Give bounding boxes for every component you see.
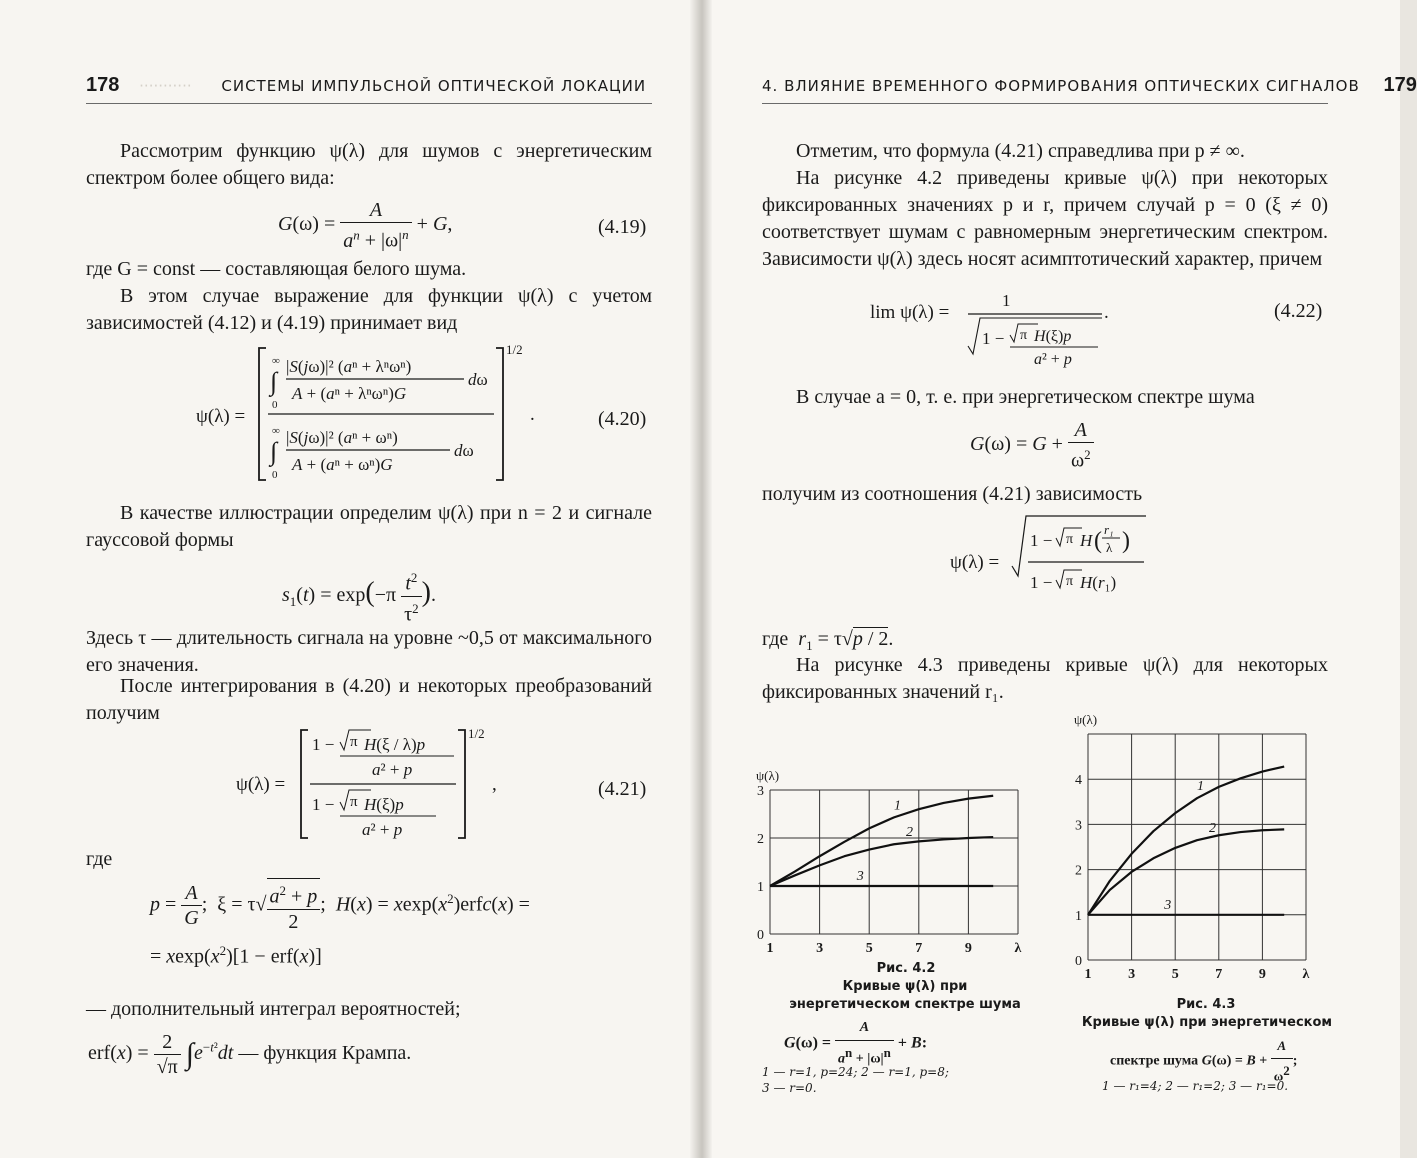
fig43-series-1-line <box>1088 767 1284 915</box>
r1-definition: r <box>793 628 807 650</box>
svg-text:1 −: 1 − <box>312 735 335 754</box>
left-paragraph-7: где <box>86 848 113 870</box>
svg-text:): ) <box>1122 528 1130 554</box>
left-running-head: 178 ··········· СИСТЕМЫ ИМПУЛЬСНОЙ ОПТИЧЕСКОЙ ЛОКАЦИИ <box>86 74 647 96</box>
left-header-rule <box>86 103 652 104</box>
fig42-y-tick-label: 1 <box>757 880 764 895</box>
right-paragraph-4: получим из соотношения (4.21) зависимость <box>762 483 1143 505</box>
right-running-head <box>762 74 1417 97</box>
krump-text: — функция Крампа. <box>238 1042 412 1065</box>
fig43-x-tick-label: 1 <box>1084 967 1092 982</box>
fig42-y-tick-label: 3 <box>757 784 764 799</box>
svg-text:A + (aⁿ + ωⁿ)G: A + (aⁿ + ωⁿ)G <box>292 455 393 474</box>
figure-4-3-title: Рис. 4.3 <box>1176 997 1236 1012</box>
svg-text:|S(jω)|² (aⁿ + λⁿωⁿ): |S(jω)|² (aⁿ + λⁿωⁿ) <box>286 357 412 376</box>
svg-text:λ: λ <box>1106 540 1113 555</box>
equation-erf: erf(x) = $\frac{2}{√\pi}$ $\int e^{-t^2}dt$ — функция Крампа. <box>88 1031 412 1078</box>
figure-4-2-caption-line1: Кривые ψ(λ) при <box>842 979 968 994</box>
svg-text:π: π <box>350 734 358 750</box>
svg-text:H(r₁): H(r₁) <box>1080 573 1117 592</box>
svg-text:H(ξ)p: H(ξ)p <box>1034 328 1072 345</box>
figure-4-3-legend-line1: 1 — r₁=4; 2 — r₁=2; 3 — r₁=0. <box>1102 1079 1289 1093</box>
right-header-rule <box>762 103 1328 104</box>
right-page-number: 179 <box>1383 74 1417 96</box>
svg-text:dω: dω <box>468 370 488 389</box>
right-running-head-title: 4. ВЛИЯНИЕ ВРЕМЕННОГО ФОРМИРОВАНИЯ ОПТИЧЕСКИХ СИГНАЛОВ <box>762 77 1360 95</box>
svg-text:A + (aⁿ + λⁿωⁿ)G: A + (aⁿ + λⁿωⁿ)G <box>292 384 407 403</box>
svg-text:1 −: 1 − <box>982 329 1005 348</box>
figure-4-2-chart <box>740 760 1040 975</box>
right-paragraph-1: Отметим, что формула (4.21) справедлива при p ≠ ∞. <box>796 140 1245 162</box>
left-running-head-title: СИСТЕМЫ ИМПУЛЬСНОЙ ОПТИЧЕСКОЙ ЛОКАЦИИ <box>221 77 647 95</box>
svg-text:ψ(λ) =: ψ(λ) = <box>950 552 1000 573</box>
figure-4-3-formula: спектре шума G(ω) = B + $\frac{A}{\omega^2}$ ; <box>1110 1034 1297 1088</box>
svg-text:π: π <box>350 794 358 810</box>
fig42-y-axis-label: ψ(λ) <box>756 768 780 783</box>
svg-text:1: 1 <box>1002 291 1011 310</box>
fig42-y-tick-label: 0 <box>757 928 764 943</box>
svg-text:1 −: 1 − <box>312 795 335 814</box>
equation-spectrum-a0: G(ω) = G + $\frac{A}{\omega^2}$ <box>970 418 1094 473</box>
svg-text:,: , <box>492 774 497 795</box>
right-paragraph-3: В случае a = 0, т. е. при энергетическом спектре шума <box>796 386 1255 408</box>
fig42-x-tick-label: λ <box>1014 941 1022 956</box>
svg-text:(: ( <box>1094 528 1102 554</box>
equation-number-4-19: (4.19) <box>598 216 647 238</box>
book-gutter <box>690 0 712 1158</box>
fig43-series-2-label: 2 <box>1209 821 1216 837</box>
fig42-series-1-label: 1 <box>894 798 901 814</box>
fig43-x-tick-label: 3 <box>1128 967 1136 982</box>
equation-psi-r1 <box>950 510 1150 606</box>
svg-text:π: π <box>1066 574 1074 589</box>
right-page <box>700 0 1417 1158</box>
svg-text:1 −: 1 − <box>1030 573 1053 592</box>
svg-text:π: π <box>1020 328 1028 343</box>
fig43-x-tick-label: 7 <box>1215 967 1223 982</box>
left-paragraph-2: где G = const — составляющая белого шума. <box>86 258 467 280</box>
left-paragraph-4: В качестве иллюстрации определим ψ(λ) при n = 2 и сигнале гауссовой формы <box>86 502 652 551</box>
fig42-x-tick-label: 1 <box>766 941 774 956</box>
svg-text:∞: ∞ <box>272 425 280 437</box>
equation-definitions-continued: = $xexp(x^2)[1 - erf(x)]$ <box>150 943 322 968</box>
svg-text:dω: dω <box>454 441 474 460</box>
svg-text:|S(jω)|² (aⁿ + ωⁿ): |S(jω)|² (aⁿ + ωⁿ) <box>286 428 398 447</box>
fig43-x-tick-label: λ <box>1302 967 1310 982</box>
svg-text:∫: ∫ <box>270 367 278 396</box>
svg-text:0: 0 <box>272 469 278 481</box>
svg-text:a² + p: a² + p <box>362 820 403 839</box>
fig43-y-tick-label: 0 <box>1075 954 1082 969</box>
figure-4-2-caption-line2: энергетическом спектре шума <box>789 997 1021 1012</box>
svg-text:a² + p: a² + p <box>372 760 413 779</box>
svg-text:π: π <box>1066 532 1074 547</box>
left-paragraph-6: После интегрирования в (4.20) и некоторых преобразований получим <box>86 675 652 724</box>
svg-text:H(ξ / λ)p: H(ξ / λ)p <box>364 735 426 754</box>
figure-4-3-caption-line1: Кривые ψ(λ) при энергетическом <box>1081 1015 1333 1030</box>
right-paragraph-6: На рисунке 4.3 приведены кривые ψ(λ) для некоторых фиксированных значений r₁. <box>762 654 1328 703</box>
left-paragraph-1: Рассмотрим функцию ψ(λ) для шумов с энергетическим спектром более общего вида: <box>86 140 652 189</box>
svg-text:.: . <box>530 404 535 425</box>
fig43-y-tick-label: 2 <box>1075 863 1082 879</box>
fig43-series-1-label: 1 <box>1197 779 1204 795</box>
left-page-number: 178 <box>86 74 120 96</box>
figure-4-2-title: Рис. 4.2 <box>876 961 936 976</box>
svg-text:0: 0 <box>272 399 278 411</box>
figure-4-2-legend-line2: 3 — r=0. <box>762 1081 817 1095</box>
equation-number-4-20: (4.20) <box>598 408 647 430</box>
left-page <box>0 0 700 1158</box>
left-paragraph-3: В этом случае выражение для функции ψ(λ) с учетом зависимостей (4.12) и (4.19) принимает вид <box>86 285 652 334</box>
svg-text:a² + p: a² + p <box>1034 351 1072 368</box>
fig42-series-2-line <box>770 837 993 886</box>
svg-text:ψ(λ) =: ψ(λ) = <box>196 406 246 427</box>
equation-number-4-22: (4.22) <box>1274 300 1323 322</box>
fig43-x-tick-label: 9 <box>1258 967 1266 982</box>
equation-number-4-21: (4.21) <box>598 778 647 800</box>
fig42-series-3-label: 3 <box>856 869 864 884</box>
fig43-series-3-label: 3 <box>1164 897 1172 913</box>
fig42-x-tick-label: 7 <box>915 941 923 956</box>
fig43-x-tick-label: 5 <box>1171 967 1179 982</box>
equation-definitions: p = $\frac{A}{G}$ ; ξ = τ√ $\frac{a^2 + p}{2}$ ; $H(x) = xexp(x^2)erfc(x)$ = <box>150 878 530 934</box>
svg-text:H(ξ)p: H(ξ)p <box>364 795 404 814</box>
svg-text:∞: ∞ <box>272 355 280 367</box>
fig42-y-tick-label: 2 <box>757 832 764 847</box>
svg-text:ψ(λ) =: ψ(λ) = <box>236 774 286 795</box>
svg-text:1 −: 1 − <box>1030 531 1053 550</box>
equation-4-20 <box>196 342 536 486</box>
left-paragraph-8: — дополнительный интеграл вероятностей; <box>86 998 461 1020</box>
svg-text:r₁: r₁ <box>1104 522 1114 537</box>
figure-4-2-legend-line1: 1 — r=1, p=24; 2 — r=1, p=8; <box>762 1065 949 1079</box>
fig43-y-tick-label: 3 <box>1075 818 1082 834</box>
fig42-x-tick-label: 9 <box>964 941 972 956</box>
fig42-x-tick-label: 3 <box>816 941 824 956</box>
left-paragraph-5: Здесь τ — длительность сигнала на уровне ~0,5 от максимального его значения. <box>86 627 652 676</box>
svg-text:1/2: 1/2 <box>506 342 523 357</box>
svg-text:H: H <box>1080 531 1093 550</box>
fig43-y-tick-label: 1 <box>1075 908 1082 924</box>
svg-text:1/2: 1/2 <box>468 726 485 741</box>
equation-gaussian-signal: $s_1(t) = \exp(-\pi$ $\frac{t^2}{\tau^2}$ ). <box>282 566 436 626</box>
right-paragraph-5: где $r_1 = \tau√p / 2$. <box>762 628 894 653</box>
figure-4-3-chart <box>1060 706 1350 991</box>
svg-text:.: . <box>1104 302 1109 323</box>
fig43-y-axis-label: ψ(λ) <box>1074 712 1098 727</box>
svg-text:lim ψ(λ) =: lim ψ(λ) = <box>870 302 950 323</box>
right-paragraph-2: На рисунке 4.2 приведены кривые ψ(λ) при некоторых фиксированных значениях p и r, причем случай p = 0 (ξ ≠ 0) соответствует шумам с равномерным энергетическим спектром. Зависимости ψ(λ) здесь носят асимптотический характер, причем <box>762 167 1328 270</box>
equation-4-22 <box>870 284 1110 370</box>
equation-4-19: G(ω) = $\frac{A}{a^n + |\omega|^n}$ + G, <box>278 199 453 252</box>
equation-4-21 <box>236 724 496 844</box>
fig42-series-2-label: 2 <box>906 825 913 841</box>
fig43-y-tick-label: 4 <box>1075 773 1082 789</box>
svg-text:∫: ∫ <box>270 437 278 466</box>
figure-4-2-formula: G(ω) = $\frac{A}{a^n + |\omega|^n}$ + B: <box>784 1016 927 1072</box>
fig42-x-tick-label: 5 <box>865 941 873 956</box>
